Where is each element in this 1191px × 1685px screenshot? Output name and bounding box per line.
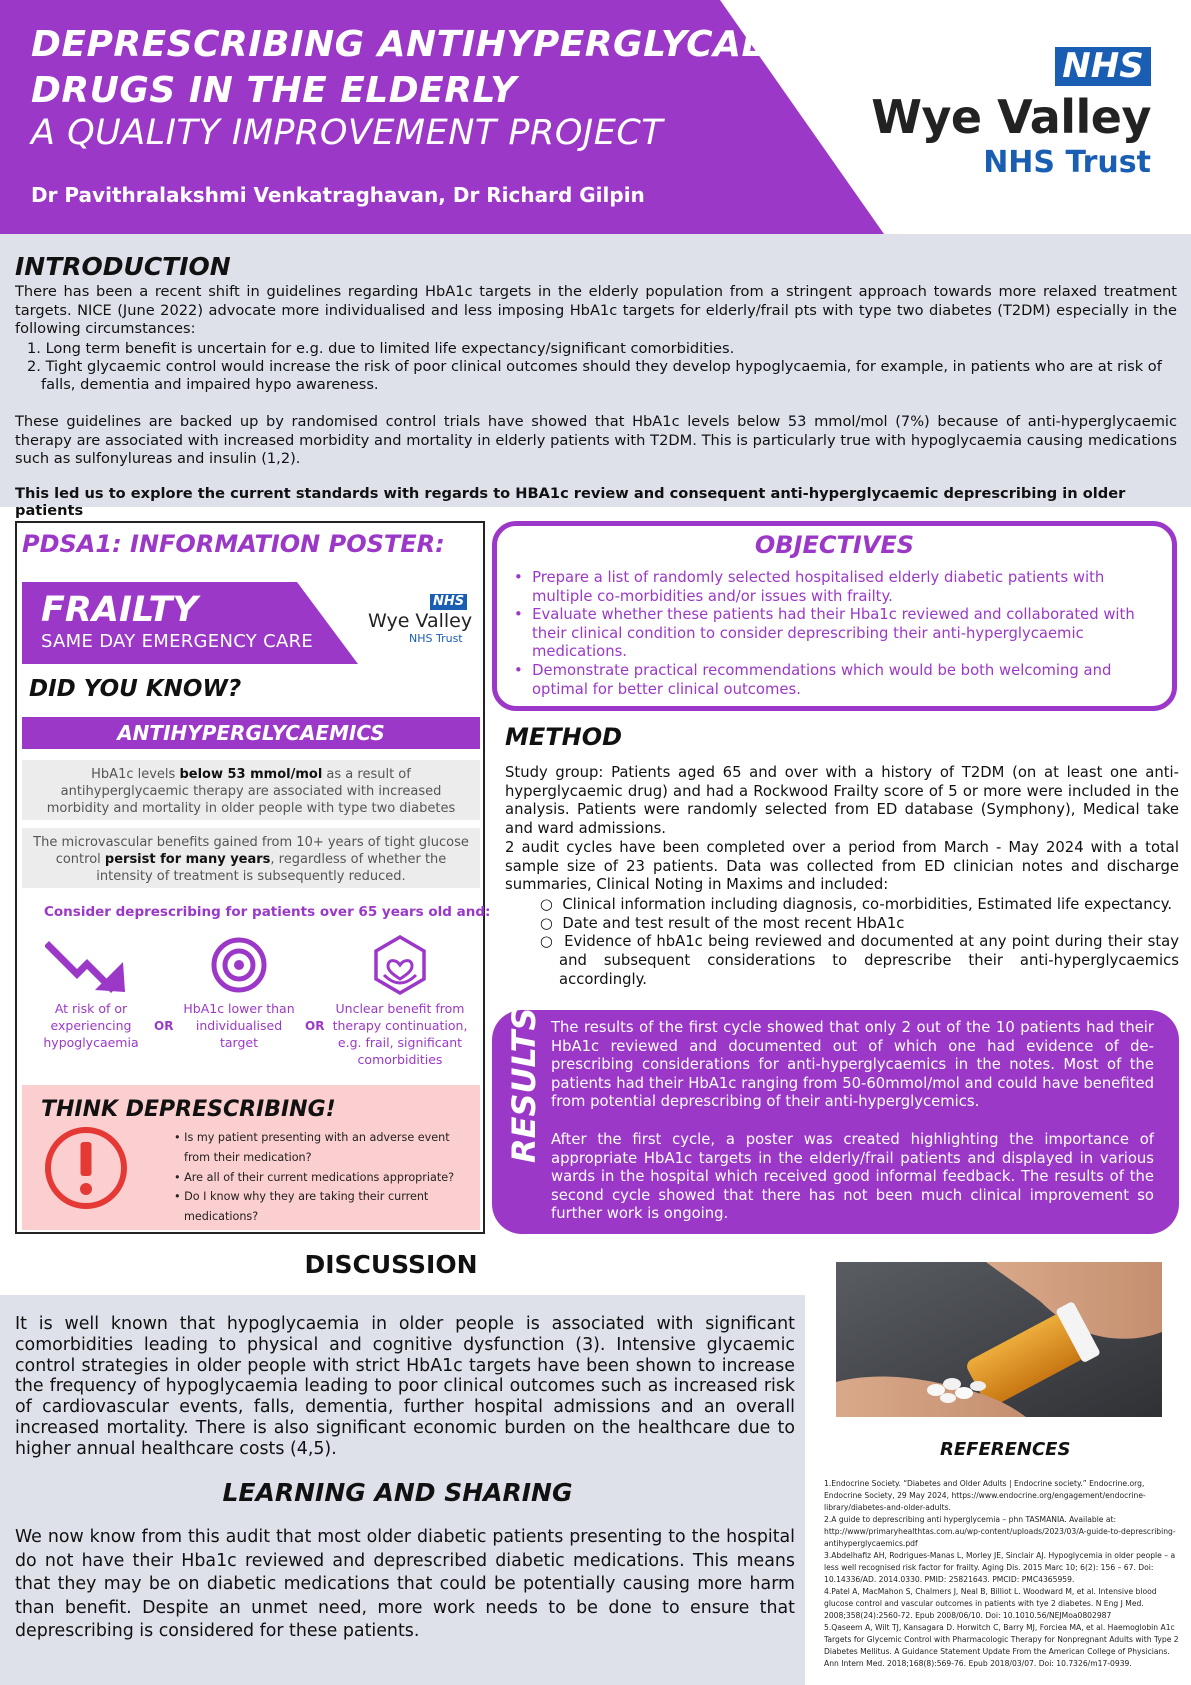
results-label	[497, 1091, 551, 1163]
list-item: • Prepare a list of randomly selected hospitalised elderly diabetic patients with multiple co-morbidities and/or issues with frailty.	[514, 569, 1105, 605]
deprescribing-questions	[168, 1128, 468, 1227]
objective-text: Prepare a list of randomly selected hospitalised elderly diabetic patients with multiple co-morbidities and/or issues with frailty.	[532, 569, 1105, 605]
introduction-paragraph-1: There has been a recent shift in guidelines regarding HbA1c targets in the elderly population from a stringent approach towards more relaxed treatment targets. NICE (June 2022) advocate more individualised and less imposing HbA1c targets for elderly/frail pts with type two diabetes (T2DM) especially in the following circumstances:	[15, 283, 1177, 337]
list-item: ○ Clinical information including diagnosis, co-morbidities, Estimated life expectancy.	[540, 896, 1173, 913]
list-item: 2. Tight glycaemic control would increase the risk of poor clinical outcomes should they develop hypoglycaemia, for example, in patients who are at risk of falls, dementia and impaired hypo awareness.	[27, 358, 1162, 393]
method-paragraph-2: 2 audit cycles have been completed over a period from March - May 2024 with a total sample size of 23 patients. Data was collected from ED clinician notes and discharge summaries, Clinical Noting in Maxims and included:	[505, 839, 1179, 894]
fact-text: , regardless of whether the intensity of treatment is subsequently reduced.	[96, 852, 447, 884]
introduction-paragraph-2: These guidelines are backed up by randomised control trials have showed that HbA1c levels below 53 mmol/mol (7%) because of anti-hyperglycaemic therapy are associated with increased morbidity and mortality in elderly patients with T2DM. This is particularly true with hypoglycaemia causing medications such as sulfonylureas and insulin (1,2).	[15, 413, 1177, 467]
method-heading: METHOD	[505, 723, 623, 751]
frailty-title: FRAILTY	[41, 590, 198, 630]
or-label: OR	[305, 1019, 325, 1033]
nhs-logo: NHS	[1055, 47, 1151, 86]
references-heading: REFERENCES	[940, 1439, 1071, 1460]
objective-text: Demonstrate practical recommendations which would be both welcoming and optimal for better clinical outcomes.	[532, 661, 1112, 698]
objectives-list	[514, 569, 1154, 699]
list-item: 1. Long term benefit is uncertain for e.g. due to limited life expectancy/significant comorbidities.	[27, 340, 735, 357]
fact-emphasis: below 53 mmol/mol	[179, 767, 323, 782]
results-paragraph-1: The results of the first cycle showed that only 2 out of the 10 patients had their HbA1c reviewed and documented out of which one had evidence of de-prescribing considerations for anti-hyperglycaemics in the notes. Most of the patients had their HbA1c ranging from 50-60mmol/mol and could have benefited from potential deprescribing of their anti-hyperglycemics.	[551, 1019, 1154, 1111]
did-you-know-heading: DID YOU KNOW?	[29, 676, 242, 702]
fact-box-2	[22, 828, 480, 888]
pdsa-heading: PDSA1: INFORMATION POSTER:	[22, 530, 445, 558]
references-list	[824, 1478, 1179, 1670]
question-text: Do I know why they are taking their current medications?	[184, 1190, 429, 1224]
introduction-aim: This led us to explore the current standards with regards to HBA1c review and consequent anti-hyperglycaemic deprescribing in older patients	[15, 485, 1126, 519]
discussion-heading: DISCUSSION	[304, 1250, 478, 1279]
method-item-text: Date and test result of the most recent HbA1c	[562, 914, 905, 932]
results-paragraph-2: After the first cycle, a poster was created highlighting the importance of appropriate HbA1c targets in the elderly/frail patients and displayed in various wards in the hospital which received good informal feedback. The results of the second cycle showed that there has not been much clinical improvement so further work is ongoing.	[551, 1131, 1154, 1223]
antihyperglycaemics-bar: ANTIHYPERGLYCAEMICS	[22, 717, 480, 749]
org-trust: NHS Trust	[983, 145, 1151, 180]
fact-text: HbA1c levels	[91, 767, 180, 782]
icon-caption-unclear-benefit: Unclear benefit from therapy continuation, e.g. frail, significant comorbidities	[332, 1001, 468, 1067]
poster-title-line1: DEPRESCRIBING ANTIHYPERGLYCAEMIC	[31, 24, 844, 65]
objective-text: Evaluate whether these patients had their Hba1c reviewed and collaborated with their clinical condition to consider deprescribing their anti-hyperglycaemic medications.	[532, 606, 1135, 661]
icon-caption-hba1c: HbA1c lower than individualised target	[183, 1001, 295, 1050]
think-deprescribing-heading: THINK DEPRESCRIBING!	[41, 1097, 336, 1122]
list-item: • Is my patient presenting with an adverse event from their medication?	[174, 1131, 450, 1164]
authors: Dr Pavithralakshmi Venkatraghavan, Dr Richard Gilpin	[31, 183, 645, 207]
falling-arrow-icon	[45, 940, 131, 996]
mini-nhs-logo: NHS	[430, 594, 467, 610]
mini-org-name: Wye Valley	[368, 610, 473, 632]
list-item: ○ Evidence of hbA1c being reviewed and documented at any point during their stay and subsequent considerations to deprescribe their anti-hyperglycaemics accordingly.	[540, 933, 1179, 988]
reference-item: 3.Abdelhafiz AH, Rodrigues-Manas L, Morley JE, Sinclair AJ. Hypoglycemia in older people – a less well recognised risk factor for frailty. Aging Dis. 2015 Marc 10; 6(2): 156 – 67. Doi: 10.14336/AD. 2014.0330. PMID: 25821643. PMCID: PMC4365959.	[824, 1551, 1176, 1584]
question-text: Is my patient presenting with an adverse event from their medication?	[184, 1131, 450, 1164]
pill-bottle-illustration	[836, 1262, 1162, 1417]
target-icon	[210, 936, 268, 994]
pill-bottle-photo	[836, 1262, 1162, 1417]
learning-heading: LEARNING AND SHARING	[222, 1478, 573, 1507]
question-text: Are all of their current medications appropriate?	[184, 1170, 455, 1184]
poster-subtitle: A QUALITY IMPROVEMENT PROJECT	[31, 113, 664, 153]
method-paragraph-1: Study group: Patients aged 65 and over with a history of T2DM (on at least one anti-hyperglycaemic drug) and had a Rockwood Frailty score of 5 or more were included in the analysis. Patients were randomly selected from ED database (Symphony), Medical take and ward admissions.	[505, 764, 1179, 838]
method-item-text: Clinical information including diagnosis, co-morbidities, Estimated life expectancy.	[562, 896, 1173, 913]
fact-text: as a result of antihyperglycaemic therapy are associated with increased morbidity and mortality in older people with type two diabetes	[46, 767, 456, 816]
reference-item: 5.Qaseem A, Wilt TJ, Kansagara D. Horwitch C, Barry MJ, Forciea MA, et al. Haemoglobin A1c Targets for Glycemic Control with Pharmacologic Therapy for Nonpregnant Adults with Type 2 Diabetes Mellitus. A Guidance Statement Update From the American College of Physicians. Ann Intern Med. 2018;168(8):569-76. Epub 2018/03/07. Doi: 10.7326/m17-0939.	[824, 1623, 1179, 1668]
mini-org-trust: NHS Trust	[409, 632, 463, 645]
discussion-paragraph: It is well known that hypoglycaemia in older people is associated with significant comorbidities leading to physical and cognitive dysfunction (3). Intensive glycaemic control strategies in older people with strict HbA1c targets have been shown to increase the frequency of hypoglycaemia leading to poor clinical outcomes such as increased risk of cardiovascular events, falls, dementia, further hospital admissions and an overall increased mortality. There is also significant economic burden on the healthcare due to higher annual healthcare costs (4,5).	[15, 1314, 795, 1459]
fact-text: The microvascular benefits gained from 10+ years of tight glucose control	[33, 835, 469, 867]
poster-title-line2: DRUGS IN THE ELDERLY	[31, 70, 517, 111]
list-item: • Are all of their current medications appropriate?	[174, 1170, 455, 1184]
list-item: • Demonstrate practical recommendations which would be both welcoming and optimal for better clinical outcomes.	[514, 661, 1112, 698]
or-label: OR	[154, 1019, 174, 1033]
fact-emphasis: persist for many years	[104, 852, 271, 867]
consider-heading: Consider deprescribing for patients over 65 years old and:	[44, 904, 491, 920]
reference-item: 1.Endocrine Society. “Diabetes and Older Adults | Endocrine society.” Endocrine.org, Endocrine Society, 29 May 2024, https://www.endocrine.org/engagement/endocrine-library/diabetes-and-older-adults.	[824, 1479, 1146, 1512]
introduction-heading: INTRODUCTION	[15, 252, 231, 281]
list-item: • Do I know why they are taking their current medications?	[174, 1190, 429, 1224]
exclamation-icon	[44, 1126, 128, 1210]
list-item: ○ Date and test result of the most recent HbA1c	[540, 914, 905, 932]
reference-item: 2.A guide to deprescribing anti hyperglycemia – phn TASMANIA. Available at: http://www/primaryhealthtas.com.au/wp-content/uploads/2023/03/A-guide-to-deprescribing-antihyperglycaemics.pdf	[824, 1515, 1176, 1548]
fact-box-1	[22, 760, 480, 820]
reference-item: 4.Patel A, MacMahon S, Chalmers J, Neal B, Billiot L. Woodward M, et al. Intensive blood glucose control and vascular outcomes in patients with tye 2 diabetes. N Eng J Med. 2008;358(24):2560-72. Epub 2008/06/10. Doi: 10.1010.56/NEJMoa0802987	[824, 1587, 1157, 1620]
heart-hands-icon	[370, 935, 430, 995]
introduction-list	[27, 340, 1177, 394]
icon-caption-hypoglycaemia: At risk of or experiencing hypoglycaemia	[43, 1001, 139, 1050]
frailty-subtitle: SAME DAY EMERGENCY CARE	[41, 631, 314, 652]
method-item-text: Evidence of hbA1c being reviewed and documented at any point during their stay and subsequent considerations to deprescribe their anti-hyperglycaemics accordingly.	[559, 933, 1179, 988]
method-list	[540, 896, 1179, 990]
objectives-heading: OBJECTIVES	[754, 531, 915, 559]
list-item: • Evaluate whether these patients had their Hba1c reviewed and collaborated with their clinical condition to consider deprescribing their anti-hyperglycaemic medications.	[514, 606, 1135, 661]
org-name: Wye Valley	[871, 90, 1151, 144]
learning-paragraph: We now know from this audit that most older diabetic patients presenting to the hospital do not have their Hba1c reviewed and deprescribed diabetic medications. This means that they may be on diabetic medications that could be potentially causing more harm than benefit. Despite an unmet need, more work needs to be done to ensure that deprescribing is considered for these patients.	[15, 1527, 795, 1641]
